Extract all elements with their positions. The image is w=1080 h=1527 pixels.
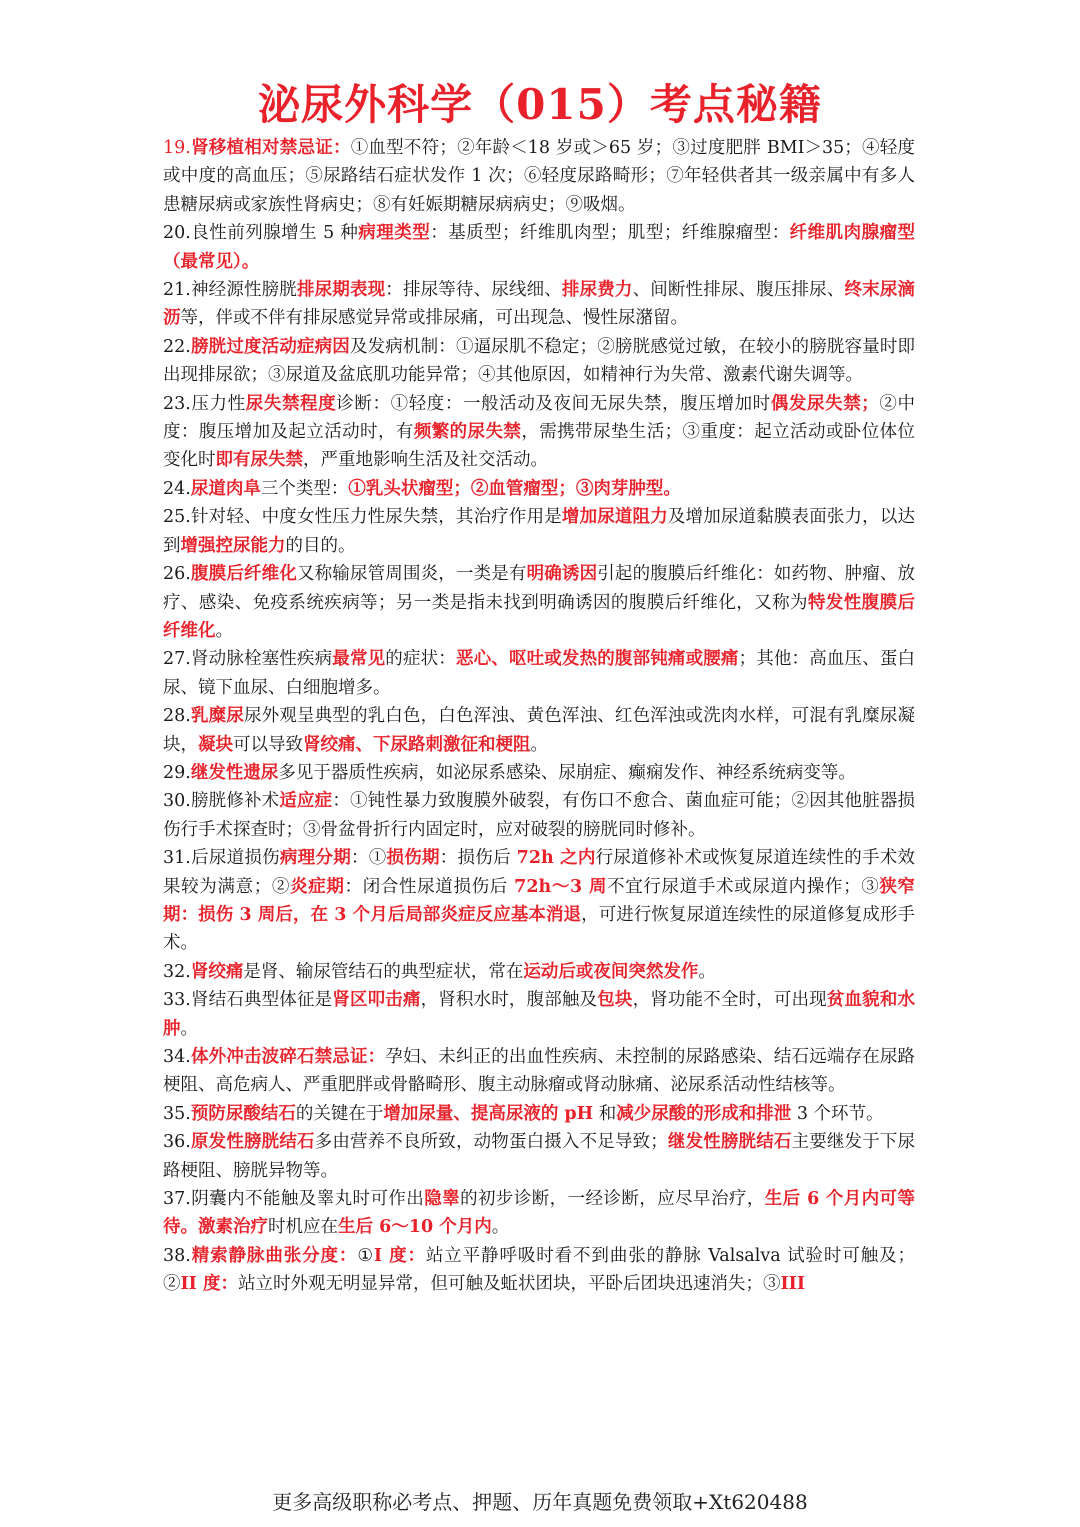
- body-text: ①: [357, 1245, 374, 1266]
- body-text: 30.膀胱修补术: [163, 791, 280, 812]
- highlight-text: 隐睾: [424, 1189, 461, 1210]
- body-text: 三个类型：: [260, 478, 349, 499]
- body-text: 诊断：①轻度：一般活动及夜间无尿失禁，腹压增加时: [336, 393, 771, 414]
- body-text: 38.: [163, 1245, 191, 1266]
- body-text: 29.: [163, 762, 191, 783]
- body-text: 的关键在于: [295, 1103, 384, 1124]
- highlight-text: 排尿费力: [561, 280, 633, 301]
- point-item: [163, 787, 915, 844]
- body-text: 行尿道修补术或恢复尿道连续性的手术效果较为满意；②: [163, 848, 916, 897]
- point-item: [163, 333, 915, 390]
- highlight-text: II 度：: [180, 1274, 238, 1295]
- highlight-text: 生后 6 个月内可等待。激素治疗: [163, 1189, 915, 1238]
- highlight-text: 肾移植相对禁忌证：: [190, 138, 351, 158]
- highlight-text: 凝块: [198, 734, 233, 755]
- highlight-text: 72h～3 周: [514, 876, 608, 897]
- highlight-text: 即有尿失禁: [215, 450, 303, 471]
- highlight-text: 病理类型: [358, 223, 431, 244]
- point-item: [163, 560, 915, 645]
- body-text: 25.针对轻、中度女性压力性尿失禁，其治疗作用是: [163, 507, 562, 528]
- body-text: ：①: [350, 848, 387, 869]
- highlight-text: 明确诱因: [526, 564, 598, 585]
- body-text: 孕妇、未纠正的出血性疾病、未控制的尿路感染、结石远端存在尿路梗阻、高危病人、严重肥胖或骨骼畸形、腹主动脉瘤或肾动脉痛、泌尿系活动性结核等。: [163, 1047, 916, 1096]
- footer-promo: 更多高级职称必考点、押题、历年真题免费领取+Xt620488: [272, 1490, 808, 1514]
- body-text: 31.后尿道损伤: [163, 848, 280, 869]
- body-text: 23.压力性: [163, 393, 246, 414]
- body-text: 27.肾动脉栓塞性疾病: [163, 649, 333, 670]
- highlight-text: 72h 之内: [516, 848, 596, 869]
- body-text: 。: [491, 1217, 510, 1238]
- body-text: 多由营养不良所致，动物蛋白摄入不足导致；: [314, 1132, 668, 1153]
- point-item: [163, 475, 915, 503]
- body-text: ，肾功能不全时，可出现: [632, 990, 827, 1011]
- body-text: 主要继发于下尿路梗阻、膀胱异物等。: [163, 1132, 916, 1181]
- body-text: ：损伤后: [439, 848, 517, 869]
- highlight-text: 炎症期: [290, 876, 345, 897]
- highlight-text: 损伤期: [386, 848, 440, 869]
- body-text: ：基质型；纤维肌肉型；肌型；纤维腺瘤型：: [430, 223, 790, 244]
- body-text: 的症状：: [385, 649, 456, 670]
- highlight-text: 增强控尿能力: [180, 535, 286, 556]
- point-item: [163, 390, 915, 475]
- point-item: [163, 844, 915, 958]
- body-text: 33.肾结石典型体征是: [163, 990, 333, 1011]
- highlight-text: 膀胱过度活动症病因: [190, 336, 350, 357]
- highlight-text: 19.: [163, 138, 191, 158]
- body-text: ：闭合性尿道损伤后: [344, 876, 515, 897]
- highlight-text: 纤维肌肉腺瘤型（最常见）。: [163, 223, 916, 272]
- body-text: ，严重地影响生活及社交活动。: [303, 450, 548, 471]
- body-text: 37.阴囊内不能触及睾丸时可作出: [163, 1189, 425, 1210]
- body-text: 尿外观呈典型的乳白色，白色浑浊、黄色浑浊、红色浑浊或洗肉水样，可混有乳糜尿凝块，: [163, 706, 916, 755]
- body-text: ：①钝性暴力致腹膜外破裂，有伤口不愈合、菌血症可能；②因其他脏器损伤行手术探查时；③骨盆骨折行内固定时，应对破裂的膀胱同时修补。: [163, 791, 916, 840]
- body-text: 站立平静呼吸时看不到曲张的静脉 Valsalva 试验时可触及；②: [163, 1245, 915, 1295]
- body-text: 是肾、输尿管结石的典型症状，常在: [243, 961, 524, 982]
- body-text: ，可进行恢复尿道连续性的尿道修复成形手术。: [163, 904, 915, 954]
- body-text: 20.良性前列腺增生 5 种: [163, 223, 359, 244]
- highlight-text: 包块: [597, 990, 633, 1011]
- point-item: [163, 702, 915, 759]
- highlight-text: 尿道肉阜: [190, 478, 261, 499]
- highlight-text: 贫血貌和水肿: [163, 990, 916, 1039]
- body-text: 引起的腹膜后纤维化：如药物、肿瘤、放疗、感染、免疫系统疾病等；另一类是指未找到明确诱因的腹膜后纤维化，又称为: [163, 564, 916, 613]
- point-item: [163, 958, 915, 986]
- point-item: [163, 134, 915, 219]
- highlight-text: 适应症: [279, 791, 333, 812]
- highlight-text: 生后 6～10 个月内: [338, 1217, 492, 1238]
- highlight-text: 频繁的尿失禁: [413, 422, 522, 443]
- highlight-text: 肾区叩击痛: [332, 990, 421, 1011]
- highlight-text: 腹膜后纤维化: [190, 564, 297, 585]
- body-text: ②中度：腹压增加及起立活动时，有: [163, 393, 916, 443]
- highlight-text: 减少尿酸的形成和排泄: [616, 1103, 792, 1124]
- body-text: 36.: [163, 1132, 191, 1153]
- body-text: ：排尿等待、尿线细、: [385, 280, 562, 301]
- point-item: [163, 1043, 915, 1100]
- content-body: [163, 134, 915, 1299]
- body-text: 又称输尿管周围炎，一类是有: [296, 564, 527, 585]
- highlight-text: 运动后或夜间突然发作: [523, 961, 699, 982]
- highlight-text: 增加尿量、提高尿液的 pH: [383, 1103, 594, 1124]
- body-text: 22.: [163, 336, 191, 357]
- body-text: 时机应在: [268, 1217, 338, 1238]
- body-text: 多见于器质性疾病，如泌尿系感染、尿崩症、癫痫发作、神经系统病变等。: [278, 762, 856, 783]
- body-text: 3 个环节。: [791, 1103, 884, 1124]
- highlight-text: 预防尿酸结石: [190, 1103, 296, 1124]
- body-text: 24.: [163, 478, 191, 499]
- body-text: 28.: [163, 706, 191, 727]
- point-item: [163, 503, 915, 560]
- body-text: 。: [530, 734, 548, 755]
- highlight-text: 继发性遗尿: [190, 762, 279, 783]
- point-item: [163, 219, 915, 276]
- body-text: 的初步诊断，一经诊断，应尽早治疗，: [460, 1189, 765, 1210]
- point-item: [163, 645, 915, 702]
- highlight-text: 最常见: [332, 649, 386, 670]
- body-text: 。: [698, 961, 716, 982]
- highlight-text: 乳糜尿: [190, 706, 244, 727]
- highlight-text: 病理分期: [279, 848, 351, 869]
- highlight-text: 增加尿道阻力: [561, 507, 668, 528]
- body-text: 及发病机制：①逼尿肌不稳定；②膀胱感觉过敏，在较小的膀胱容量时即出现排尿欲；③尿道及盆底肌功能异常；④其他原因，如精神行为失常、激素代谢失调等。: [163, 336, 915, 386]
- point-item: [163, 276, 915, 333]
- point-item: [163, 1185, 915, 1242]
- body-text: 及增加尿道黏膜表面张力，以达到: [163, 507, 916, 556]
- point-item: [163, 986, 915, 1043]
- highlight-text: 特发性腹膜后纤维化: [163, 592, 916, 641]
- highlight-text: 恶心、呕吐或发热的腹部钝痛或腰痛: [455, 649, 739, 670]
- body-text: 、间断性排尿、腹压排尿、: [632, 280, 845, 301]
- page-title: 泌尿外科学（015）考点秘籍: [258, 80, 822, 129]
- highlight-text: 尿失禁程度: [245, 393, 337, 414]
- highlight-text: 狭窄期：损伤 3 周后，在 3 个月后局部炎症反应基本消退: [163, 876, 916, 925]
- highlight-text: 原发性膀胱结石: [190, 1132, 315, 1153]
- body-text: 34.: [163, 1047, 191, 1067]
- body-text: 21.神经源性膀胱: [163, 280, 297, 301]
- body-text: ；其他：高血压、蛋白尿、镜下血尿、白细胞增多。: [163, 649, 916, 698]
- body-text: 不宜行尿道手术或尿道内操作；③: [607, 876, 880, 897]
- body-text: 等，伴或不伴有排尿感觉异常或排尿痛，可出现急、慢性尿潴留。: [180, 308, 688, 329]
- point-item: [163, 1242, 915, 1299]
- body-text: 32.: [163, 961, 191, 982]
- highlight-text: 精索静脉曲张分度：: [190, 1245, 358, 1266]
- body-text: ，肾积水时，腹部触及: [420, 990, 598, 1011]
- highlight-text: 偶发尿失禁；: [770, 393, 879, 414]
- highlight-text: I 度：: [373, 1245, 426, 1266]
- body-text: 26.: [163, 564, 191, 585]
- highlight-text: 肾绞痛、下尿路刺激征和梗阻: [303, 734, 531, 755]
- body-text: 和: [593, 1103, 617, 1124]
- highlight-text: 排尿期表现: [296, 280, 386, 301]
- highlight-text: 继发性膀胱结石: [667, 1132, 792, 1153]
- body-text: 可以导致: [233, 734, 303, 755]
- body-text: 站立时外观无明显异常，但可触及蚯状团块，平卧后团块迅速消失；③: [237, 1274, 781, 1295]
- body-text: 。: [215, 620, 233, 641]
- point-item: [163, 1100, 915, 1128]
- body-text: 。: [180, 1018, 198, 1039]
- body-text: 35.: [163, 1103, 191, 1124]
- body-text: ，需携带尿垫生活；③重度：起立活动或卧位体位变化时: [163, 422, 916, 471]
- body-text: ①血型不符；②年龄＜18 岁或＞65 岁；③过度肥胖 BMI＞35；④轻度或中度的高血压；⑤尿路结石症状发作 1 次；⑥轻度尿路畸形；⑦年轻供者其一级亲属中有多人患糖尿病或家族性肾病史；⑧有妊娠期糖尿病病史；⑨吸烟。: [163, 138, 915, 215]
- highlight-text: III: [780, 1274, 806, 1295]
- point-item: [163, 759, 915, 787]
- highlight-text: 体外冲击波碎石禁忌证：: [190, 1047, 386, 1067]
- body-text: 的目的。: [285, 535, 356, 556]
- highlight-text: 终末尿滴沥: [163, 280, 916, 329]
- highlight-text: 肾绞痛: [190, 961, 244, 982]
- highlight-text: ①乳头状瘤型；②血管瘤型；③肉芽肿型。: [348, 478, 681, 499]
- point-item: [163, 1128, 915, 1185]
